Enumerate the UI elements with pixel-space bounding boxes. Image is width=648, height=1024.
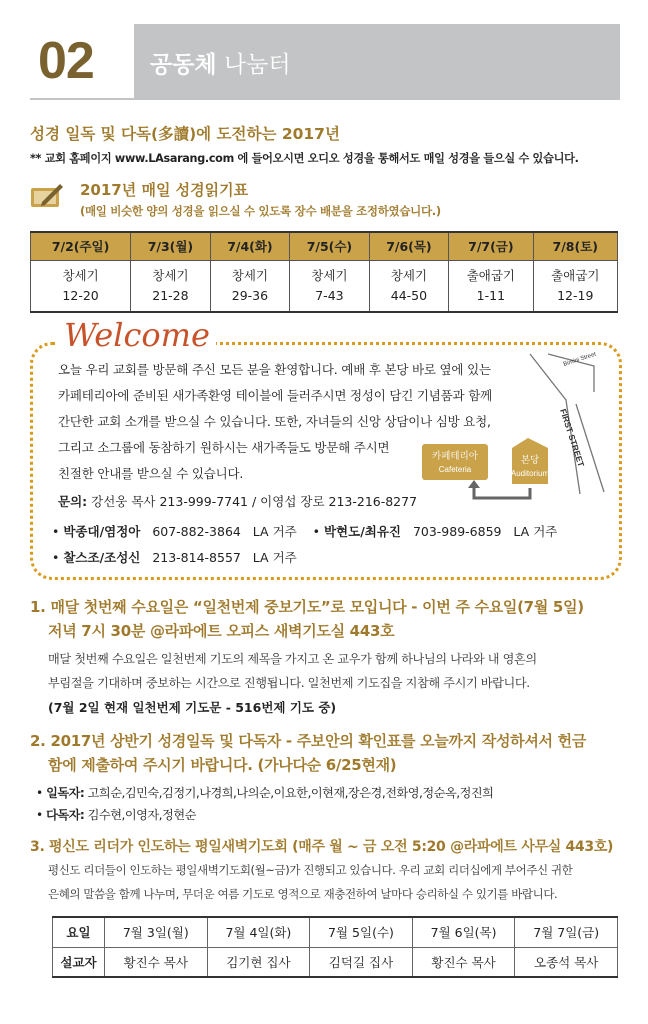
welcome-text-line: 친절한 안내를 받으실 수 있습니다. <box>58 466 244 481</box>
reading-cell <box>31 260 131 312</box>
section2-multi-readers: • 다독자: 김수현,이영자,정현순 <box>36 808 196 822</box>
section3-body-line2: 은혜의 말씀을 함께 나누며, 무더운 여름 기도로 영적으로 재충전하여 날마다 승리하실 수 있기를 바랍니다. <box>48 887 558 901</box>
reading-chapters: 21-28 <box>152 287 189 303</box>
map-cafeteria-building <box>422 444 488 480</box>
reading-cell <box>533 260 617 312</box>
prayer-preacher: 김기현 집사 <box>207 947 310 977</box>
reading-date: 7/6(목) <box>369 232 449 260</box>
visitor-city: LA 거주 <box>252 550 297 565</box>
section-title-rest: 나눔터 <box>223 52 291 78</box>
reading-plan-header-row <box>31 232 618 260</box>
bible-challenge-note: ** 교회 홈페이지 www.LAsarang.com 에 들어오시면 오디오 성경을 통해서도 매일 성경을 들으실 수 있습니다. <box>30 152 579 165</box>
prayer-schedule-table <box>52 916 618 978</box>
section2-title-line1: 2. 2017년 상반기 성경일독 및 다독자 - 주보안의 확인표를 오늘까지 작성하셔서 헌금 <box>30 732 587 750</box>
reading-chapters: 44-50 <box>390 287 428 303</box>
readers-list: 고희순,김민숙,김정기,나경희,나의순,이요한,이현재,장은경,전화영,정순옥,정진희 <box>87 786 494 800</box>
prayer-day-row <box>53 917 618 947</box>
reading-book: 창세기 <box>62 267 99 283</box>
section1-status: (7월 2일 현재 일천번제 기도문 - 516번제 기도 중) <box>48 700 337 715</box>
reading-book: 창세기 <box>231 267 269 283</box>
reading-book: 출애굽기 <box>551 267 600 283</box>
map-street-side: FIRST STREET <box>558 407 587 469</box>
visitor-name: 찰스조/조성신 <box>63 550 141 565</box>
visitor-city: LA 거주 <box>252 524 297 539</box>
reading-cell <box>449 260 533 312</box>
section-number: 02 <box>30 24 134 98</box>
preacher-label: 설교자 <box>53 947 105 977</box>
prayer-preacher: 김덕길 집사 <box>310 947 413 977</box>
section3-title: 3. 평신도 리더가 인도하는 평일새벽기도회 (매주 월 ~ 금 오전 5:20 @라파에트 사무실 443호) <box>30 839 614 855</box>
welcome-text-line: 그리고 소그룹에 동참하기 원하시는 새가족들도 방문해 주시면 <box>58 440 390 455</box>
prayer-day: 7월 7일(금) <box>515 917 618 947</box>
visitor-name: 박종대/염정아 <box>63 524 141 539</box>
book-pencil-icon <box>30 182 64 208</box>
reading-book: 창세기 <box>390 267 428 283</box>
section-header <box>30 24 620 98</box>
map-cafeteria-en: Cafeteria <box>438 465 472 474</box>
reading-plan-subtitle: (매일 비슷한 양의 성경을 읽으실 수 있도록 장수 배분을 조정하였습니다.) <box>80 204 441 218</box>
visitor-phone: 703-989-6859 <box>412 524 502 539</box>
map-street-top: Bimini Street <box>562 352 597 368</box>
map-auditorium-ko: 본당 <box>520 455 540 466</box>
prayer-preacher: 황진수 목사 <box>105 947 208 977</box>
welcome-contact <box>58 492 417 510</box>
prayer-day: 7월 5일(수) <box>310 917 413 947</box>
contact-label: 문의: <box>58 494 88 509</box>
prayer-preacher-row <box>53 947 618 977</box>
prayer-preacher: 오종석 목사 <box>515 947 618 977</box>
reading-book: 출애굽기 <box>466 267 516 283</box>
reading-chapters: 7-43 <box>315 287 344 303</box>
section2-readers: • 일독자: 고희순,김민숙,김정기,나경희,나의순,이요한,이현재,장은경,전화영,정순옥,정진희 <box>36 786 494 800</box>
multi-readers-label: 다독자: <box>46 808 85 822</box>
visitor-city: LA 거주 <box>513 524 558 539</box>
prayer-day: 7월 3일(월) <box>105 917 208 947</box>
map-route-arrow <box>474 486 530 498</box>
welcome-script-title: Welcome <box>58 316 216 354</box>
reading-cell <box>290 260 370 312</box>
reading-chapters: 1-11 <box>476 287 506 303</box>
prayer-day: 7월 6일(목) <box>412 917 515 947</box>
reading-cell <box>131 260 211 312</box>
reading-book: 창세기 <box>152 267 189 283</box>
reading-date: 7/7(금) <box>449 232 533 260</box>
reading-date: 7/4(화) <box>210 232 290 260</box>
reading-chapters: 12-19 <box>557 287 594 303</box>
section-title <box>150 46 291 79</box>
reading-cell <box>369 260 449 312</box>
reading-chapters: 29-36 <box>231 287 269 303</box>
contact-text: 강선웅 목사 213-999-7741 / 이영섭 장로 213-216-8277 <box>91 494 418 509</box>
section-title-bold: 공동체 <box>150 52 217 78</box>
reading-date: 7/8(토) <box>533 232 617 260</box>
reading-book: 창세기 <box>311 267 348 283</box>
visitor-phone: 213-814-8557 <box>152 550 241 565</box>
section2-title-line2: 함에 제출하여 주시기 바랍니다. (가나다순 6/25현재) <box>48 756 397 774</box>
welcome-text-line: 간단한 교회 소개를 받으실 수 있습니다. 또한, 자녀들의 신앙 상담이나 심방 요청, <box>58 414 491 429</box>
map-cafeteria-ko: 카페테리아 <box>432 451 478 462</box>
section3-body-line1: 평신도 리더들이 인도하는 평일새벽기도회(월~금)가 진행되고 있습니다. 우리 교회 리더십에게 부어주신 귀한 <box>48 863 573 877</box>
welcome-text-line: 카페테리아에 준비된 새가족환영 테이블에 들러주시면 정성이 담긴 기념품과 함께 <box>58 388 492 403</box>
welcome-text-line: 오늘 우리 교회를 방문해 주신 모든 분을 환영합니다. 예배 후 본당 바로 옆에 있는 <box>58 362 491 377</box>
prayer-day: 7월 4일(화) <box>207 917 310 947</box>
visitor-row: • 박종대/염정아 607-882-3864 LA 거주 • 박현도/최유진 703-989-6859 LA 거주 <box>52 524 558 539</box>
map-arrow-head <box>468 480 480 488</box>
multi-readers-list: 김수현,이영자,정현순 <box>87 808 196 822</box>
visitor-row: • 찰스조/조성신 213-814-8557 LA 거주 <box>52 550 297 565</box>
visitor-name: 박현도/최유진 <box>323 524 402 539</box>
reading-cell <box>210 260 290 312</box>
header-divider <box>30 98 620 100</box>
section1-body-line1: 매달 첫번째 수요일은 일천번제 기도의 제목을 가지고 온 교우가 함께 하나님의 나라와 내 영혼의 <box>48 652 537 666</box>
section1-body-line2: 부림절을 기대하며 중보하는 시간으로 진행됩니다. 일천번제 기도집을 지참해 주시기 바랍니다. <box>48 676 530 690</box>
readers-label: 일독자: <box>46 786 85 800</box>
reading-plan-row <box>31 260 618 312</box>
reading-date: 7/5(수) <box>290 232 370 260</box>
section1-title-line1: 1. 매달 첫번째 수요일은 “일천번제 중보기도”로 모입니다 - 이번 주 수요일(7월 5일) <box>30 598 584 616</box>
section1-title-line2: 저녁 7시 30분 @라파에트 오피스 새벽기도실 443호 <box>48 622 395 640</box>
reading-date: 7/3(월) <box>131 232 211 260</box>
prayer-preacher: 황진수 목사 <box>412 947 515 977</box>
reading-date: 7/2(주일) <box>31 232 131 260</box>
bible-challenge-title: 성경 일독 및 다독(多讀)에 도전하는 2017년 <box>30 125 340 143</box>
church-map <box>418 352 614 508</box>
day-label: 요일 <box>53 917 105 947</box>
visitor-phone: 607-882-3864 <box>152 524 241 539</box>
header-bar <box>134 24 620 98</box>
reading-chapters: 12-20 <box>62 287 99 303</box>
reading-plan-title: 2017년 매일 성경읽기표 <box>80 181 249 199</box>
reading-plan-table <box>30 231 618 313</box>
map-auditorium-en: Auditorium <box>510 469 550 478</box>
